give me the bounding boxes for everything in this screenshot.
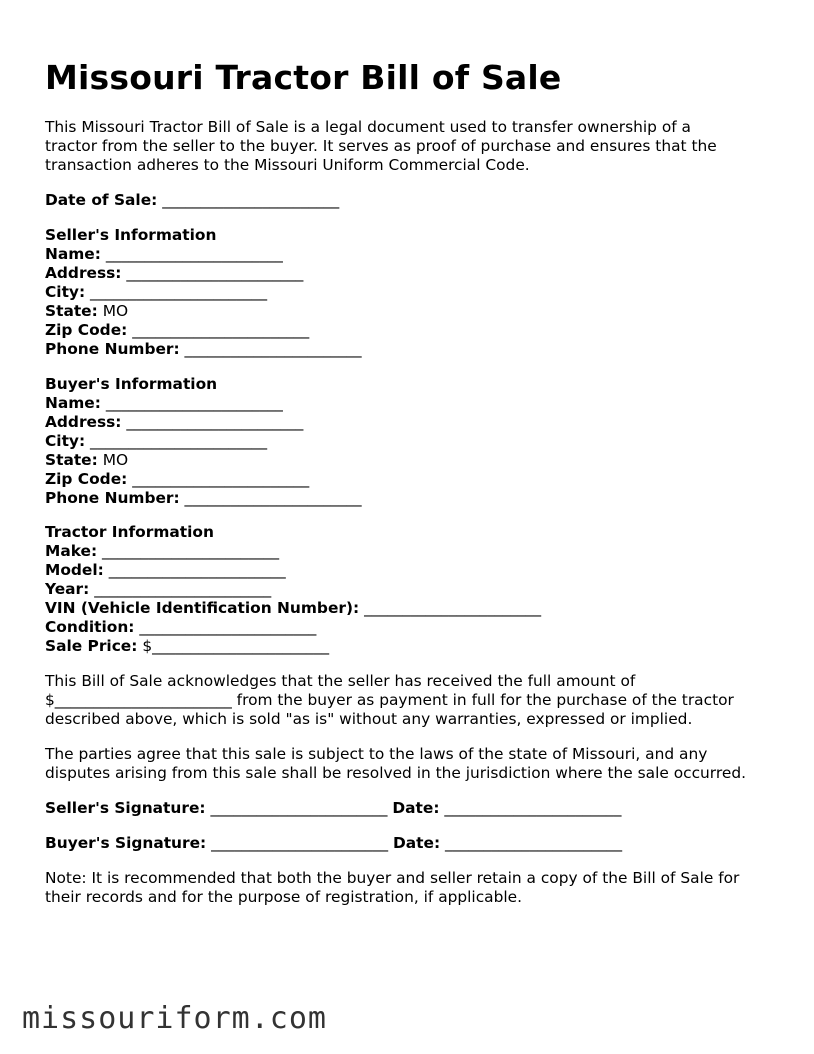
seller-section: [45, 226, 785, 359]
seller-address-field[interactable]: Address: _______________________: [45, 264, 304, 282]
buyer-section: [45, 375, 785, 508]
buyer-date-blank[interactable]: _______________________: [445, 834, 623, 852]
seller-signature-blank[interactable]: _______________________: [210, 799, 388, 817]
buyer-address-field[interactable]: Address: _______________________: [45, 413, 304, 431]
buyer-state-value: MO: [102, 451, 129, 469]
date-of-sale-field[interactable]: [45, 191, 785, 210]
tractor-model-blank[interactable]: _______________________: [108, 561, 286, 579]
tractor-condition-field[interactable]: Condition: _______________________: [45, 618, 317, 636]
seller-city-blank[interactable]: _______________________: [90, 283, 268, 301]
tractor-year-field[interactable]: Year: _______________________: [45, 580, 272, 598]
seller-phone-blank[interactable]: _______________________: [184, 340, 362, 358]
tractor-year-blank[interactable]: _______________________: [94, 580, 272, 598]
buyer-heading: Buyer's Information: [45, 375, 218, 393]
date-of-sale-blank[interactable]: _______________________: [162, 191, 340, 209]
buyer-city-blank[interactable]: _______________________: [90, 432, 268, 450]
tractor-vin-field[interactable]: VIN (Vehicle Identification Number): _______________________: [45, 599, 542, 617]
buyer-zip-blank[interactable]: _______________________: [132, 470, 310, 488]
acknowledgement-paragraph: This Bill of Sale acknowledges that the seller has received the full amount of $_______________________ from the buyer as payment in full for the purchase of the tractor described above, which is sold "as is" without any warranties, expressed or implied.: [45, 672, 734, 728]
buyer-date-label: Date:: [393, 834, 441, 852]
seller-heading: Seller's Information: [45, 226, 217, 244]
seller-signature-label: Seller's Signature:: [45, 799, 206, 817]
tractor-price-blank[interactable]: $_______________________: [142, 637, 330, 655]
seller-state-field: State: MO: [45, 302, 129, 320]
seller-date-blank[interactable]: _______________________: [444, 799, 622, 817]
tractor-section: [45, 523, 785, 656]
seller-zip-blank[interactable]: _______________________: [132, 321, 310, 339]
document-title: Missouri Tractor Bill of Sale: [45, 58, 562, 97]
seller-city-field[interactable]: City: _______________________: [45, 283, 268, 301]
buyer-name-blank[interactable]: _______________________: [105, 394, 283, 412]
tractor-model-field[interactable]: Model: _______________________: [45, 561, 286, 579]
tractor-price-field[interactable]: Sale Price: $_______________________: [45, 637, 330, 655]
buyer-zip-field[interactable]: Zip Code: _______________________: [45, 470, 310, 488]
buyer-address-blank[interactable]: _______________________: [126, 413, 304, 431]
buyer-state-field: State: MO: [45, 451, 129, 469]
tractor-make-field[interactable]: Make: _______________________: [45, 542, 280, 560]
buyer-city-field[interactable]: City: _______________________: [45, 432, 268, 450]
tractor-condition-blank[interactable]: _______________________: [139, 618, 317, 636]
tractor-make-blank[interactable]: _______________________: [102, 542, 280, 560]
seller-phone-field[interactable]: Phone Number: _______________________: [45, 340, 362, 358]
seller-state-value: MO: [102, 302, 129, 320]
seller-name-blank[interactable]: _______________________: [105, 245, 283, 263]
tractor-vin-blank[interactable]: _______________________: [364, 599, 542, 617]
site-watermark: missouriform.com: [22, 1001, 327, 1036]
intro-paragraph: This Missouri Tractor Bill of Sale is a legal document used to transfer ownership of a tractor from the seller to the buyer. It serves as proof of purchase and ensures that the transaction adheres to the Missouri Uniform Commercial Code.: [45, 118, 717, 174]
seller-address-blank[interactable]: _______________________: [126, 264, 304, 282]
note-paragraph: Note: It is recommended that both the buyer and seller retain a copy of the Bill of Sale for their records and for the purpose of registration, if applicable.: [45, 869, 740, 906]
seller-zip-field[interactable]: Zip Code: _______________________: [45, 321, 310, 339]
date-of-sale-label: Date of Sale:: [45, 191, 158, 209]
buyer-signature-label: Buyer's Signature:: [45, 834, 207, 852]
seller-name-field[interactable]: Name: _______________________: [45, 245, 283, 263]
buyer-signature-row[interactable]: [45, 834, 785, 853]
buyer-phone-blank[interactable]: _______________________: [184, 489, 362, 507]
tractor-heading: Tractor Information: [45, 523, 214, 541]
buyer-name-field[interactable]: Name: _______________________: [45, 394, 283, 412]
buyer-phone-field[interactable]: Phone Number: _______________________: [45, 489, 362, 507]
buyer-signature-blank[interactable]: _______________________: [211, 834, 389, 852]
governing-law-paragraph: The parties agree that this sale is subject to the laws of the state of Missouri, and any disputes arising from this sale shall be resolved in the jurisdiction where the sale occurred.: [45, 745, 746, 782]
seller-date-label: Date:: [392, 799, 440, 817]
seller-signature-row[interactable]: [45, 799, 785, 818]
